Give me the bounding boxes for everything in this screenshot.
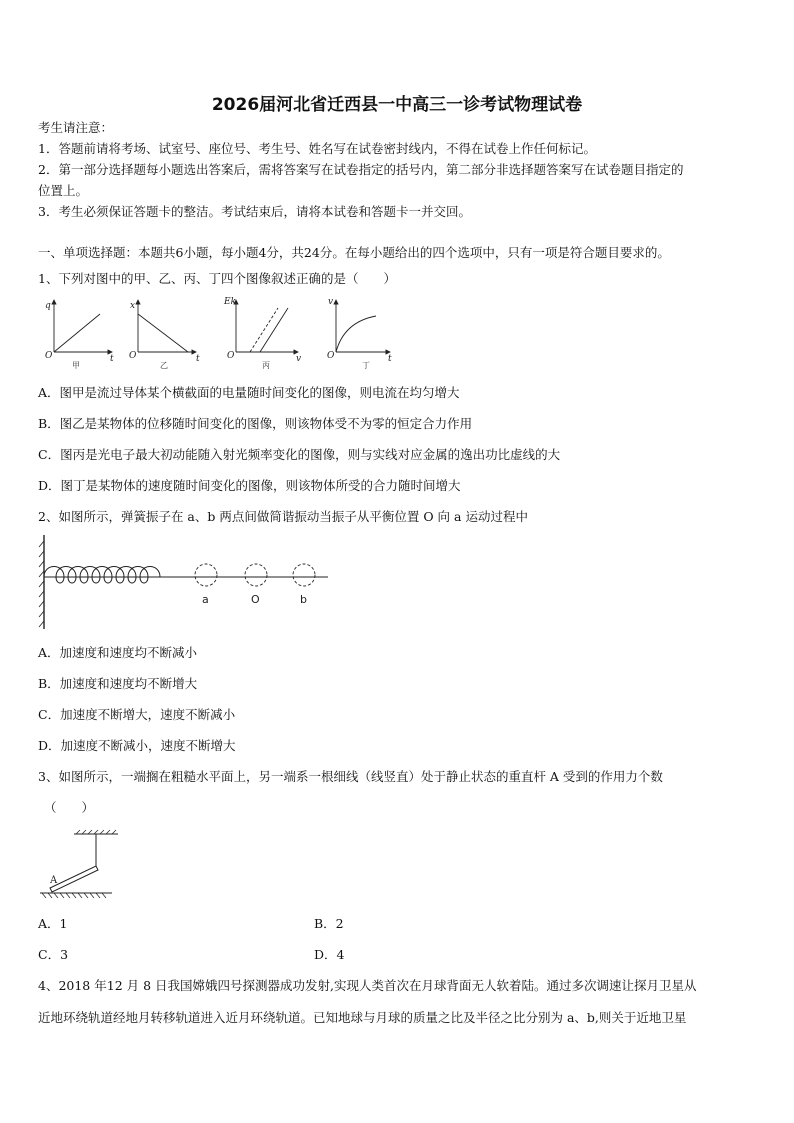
q1-option-b: B．图乙是某物体的位移随时间变化的图像，则该物体受不为零的恒定合力作用 [38, 416, 473, 431]
q1-option-d: D．图丁是某物体的速度随时间变化的图像，则该物体所受的合力随时间增大 [38, 478, 461, 493]
q3-option-b: B．2 [314, 916, 344, 931]
q1-graphs [40, 294, 392, 374]
section-heading: 一、单项选择题：本题共6小题，每小题4分，共24分。在每小题给出的四个选项中，只有一项是符合题目要求的。 [38, 245, 670, 260]
q1-stem: 1、下列对图中的甲、乙、丙、丁四个图像叙述正确的是（ ） [38, 271, 396, 286]
graph-ding-xlabel: t [388, 354, 392, 364]
label-o: O [251, 593, 260, 606]
notice-item-2-cont: 位置上。 [38, 183, 89, 198]
q1-option-a: A．图甲是流过导体某个横截面的电量随时间变化的图像，则电流在均匀增大 [38, 385, 460, 400]
q3-option-c: C．3 [38, 947, 69, 962]
graph-yi-origin: O [129, 351, 137, 361]
q3-option-d: D．4 [314, 947, 345, 962]
q2-option-d: D．加速度不断减小，速度不断增大 [38, 738, 236, 753]
q2-stem: 2、如图所示，弹簧振子在 a、b 两点间做简谐振动当振子从平衡位置 O 向 a 运动过程中 [38, 509, 528, 524]
graph-ding-caption: 丁 [362, 361, 370, 370]
q2-option-c: C．加速度不断增大，速度不断减小 [38, 707, 236, 722]
label-b: b [300, 593, 307, 606]
graph-yi-caption: 乙 [160, 361, 168, 370]
graph-ding-curve [336, 316, 376, 352]
spring-coil [44, 567, 160, 584]
spring-oscillator-diagram [38, 535, 338, 635]
graph-jia [45, 300, 114, 370]
graph-yi [129, 300, 200, 370]
position-b-circle [293, 564, 315, 586]
graph-jia-ylabel: q [45, 301, 51, 311]
position-o-circle [245, 564, 267, 586]
graph-bing-xlabel: v [296, 354, 302, 364]
graph-bing [223, 297, 301, 370]
graph-ding-origin: O [327, 351, 335, 361]
notice-item-2: 2．第一部分选择题每小题选出答案后，需将答案写在试卷指定的括号内，第二部分非选择题答案写在试卷题目指定的 [38, 162, 684, 177]
q3-stem: 3、如图所示，一端搁在粗糙水平面上，另一端系一根细线（线竖直）处于静止状态的重直杆 A 受到的作用力个数 [38, 769, 663, 784]
graph-jia-line [54, 314, 100, 352]
page-title: 2026届河北省迁西县一中高三一诊考试物理试卷 [211, 95, 583, 115]
graph-jia-xlabel: t [110, 354, 114, 364]
graph-yi-line [138, 314, 188, 352]
graph-ding-ylabel: v [328, 297, 334, 307]
graph-bing-origin: O [227, 351, 235, 361]
notice-heading: 考生请注意： [38, 120, 114, 135]
graph-ding [327, 297, 392, 370]
notice-item-3: 3．考生必须保证答题卡的整洁。考试结束后，请将本试卷和答题卡一并交回。 [38, 204, 471, 219]
graph-yi-xlabel: t [196, 354, 200, 364]
q2-option-b: B．加速度和速度均不断增大 [38, 676, 198, 691]
graph-yi-ylabel: x [130, 301, 136, 311]
rod-diagram [40, 830, 130, 902]
label-a: a [202, 593, 209, 606]
q1-option-c: C．图丙是光电子最大初动能随入射光频率变化的图像，则与实线对应金属的逸出功比虚线的大 [38, 447, 561, 462]
rod-label: A [50, 875, 58, 886]
position-a-circle [195, 564, 217, 586]
q3-option-a: A．1 [38, 916, 68, 931]
graph-jia-origin: O [45, 351, 53, 361]
graph-bing-ylabel: Ek [224, 297, 237, 307]
notice-item-1: 1．答题前请将考场、试室号、座位号、考生号、姓名写在试卷密封线内，不得在试卷上作任何标记。 [38, 141, 596, 156]
q4-line-2: 近地环绕轨道经地月转移轨道进入近月环绕轨道。已知地球与月球的质量之比及半径之比分别为 a、b,则关于近地卫星 [38, 1010, 687, 1025]
graph-jia-caption: 甲 [72, 361, 80, 370]
q3-answer-paren: （ ） [44, 800, 95, 815]
q2-option-a: A．加速度和速度均不断减小 [38, 645, 198, 660]
q4-line-1: 4、2018 年12 月 8 日我国嫦娥四号探测器成功发射,实现人类首次在月球背面无人软着陆。通过多次调速让探月卫星从 [38, 978, 697, 993]
graph-bing-caption: 丙 [262, 361, 270, 370]
